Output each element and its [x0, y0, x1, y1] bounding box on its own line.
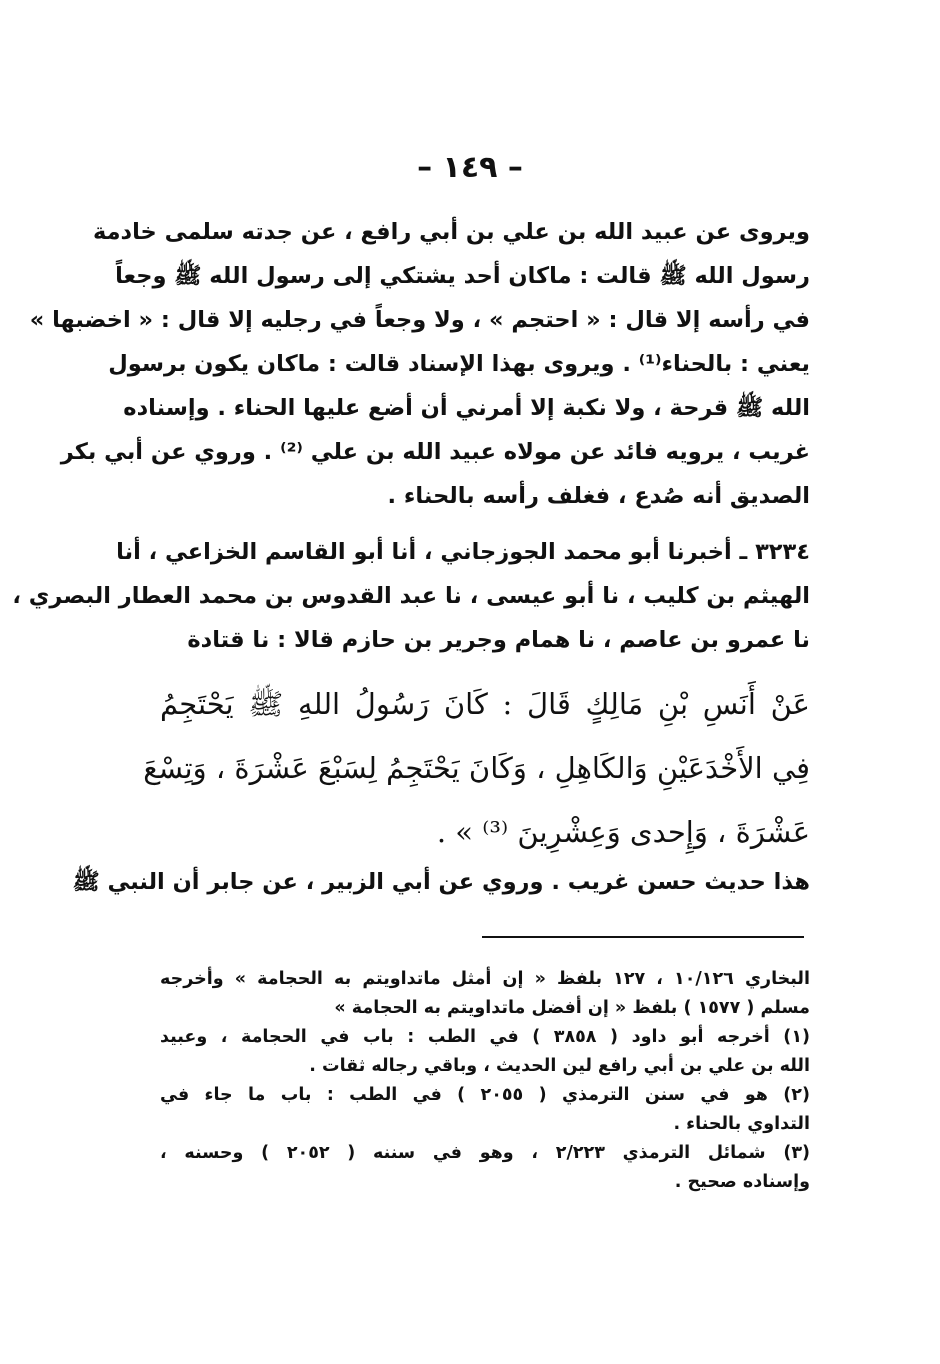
paragraph-1 — [29, 210, 810, 518]
footnote-line: الله بن علي بن أبي رافع لين الحديث ، وباقي رجاله ثقات . — [309, 1056, 810, 1076]
text-line: الصديق أنه صُدع ، فغلف رأسه بالحناء . — [387, 483, 810, 509]
text-line: غريب ، يرويه فائد عن مولاه عبيد الله بن علي ⁽²⁾ . وروي عن أبي بكر — [60, 439, 810, 465]
text-line: ويروى عن عبيد الله بن علي بن أبي رافع ، عن جدته سلمى خادمة — [92, 219, 810, 245]
hadith-line: عَشْرَةَ ، وَإِحدى وَعِشْرِينَ ⁽³⁾ » . — [436, 815, 810, 849]
footnote-line: وإسناده صحيح . — [674, 1172, 810, 1192]
footnote-line: التداوي بالحناء . — [673, 1114, 810, 1134]
footnotes — [160, 965, 810, 1197]
conclusion-paragraph — [72, 860, 810, 904]
text-line: نا عمرو بن عاصم ، نا همام وجرير بن حازم قالا : نا قتادة — [187, 627, 810, 653]
page-number: – ١٤٩ – — [417, 150, 523, 185]
footnote-line: (٣) شمائل الترمذي ٢/٢٢٣ ، وهو في سننه ( ٢٠٥٢ ) وحسنه ، — [160, 1143, 810, 1163]
paragraph-2-isnad — [12, 530, 810, 662]
text-line: هذا حديث حسن غريب . وروي عن أبي الزبير ، عن جابر أن النبي ﷺ — [72, 869, 810, 895]
hadith-text — [143, 672, 810, 864]
text-line: يعني : بالحناء⁽¹⁾ . ويروى بهذا الإسناد قالت : ماكان يكون برسول — [108, 351, 810, 377]
text-line: ٣٢٣٤ ـ أخبرنا أبو محمد الجوزجاني ، أنا أبو القاسم الخزاعي ، أنا — [116, 539, 810, 565]
text-line: الهيثم بن كليب ، نا أبو عيسى ، نا عبد القدوس بن محمد العطار البصري ، — [12, 583, 810, 609]
hadith-line: فِي الأَخْدَعَيْنِ وَالكَاهِلِ ، وَكَانَ يَحْتَجِمُ لِسَبْعَ عَشْرَةَ ، وَتِسْعَ — [143, 751, 810, 785]
footnote-line: (١) أخرجه أبو داود ( ٣٨٥٨ ) في الطب : باب في الحجامة ، وعبيد — [160, 1027, 810, 1047]
footnote-line: (٢) هو في سنن الترمذي ( ٢٠٥٥ ) في الطب : باب ما جاء في — [160, 1085, 810, 1105]
footnote-divider — [482, 936, 804, 938]
text-line: في رأسه إلا قال : « احتجم » ، ولا وجعاً في رجليه إلا قال : « اخضبها » — [29, 307, 810, 333]
footnote-line: البخاري ١٠/١٢٦ ، ١٢٧ بلفظ « إن أمثل ماتداويتم به الحجامة » وأخرجه — [160, 969, 810, 989]
hadith-line: عَنْ أَنَسِ بْنِ مَالِكٍ قَالَ : كَانَ رَسُولُ اللهِ ﷺ يَحْتَجِمُ — [160, 687, 810, 721]
text-line: الله ﷺ قرحة ، ولا نكبة إلا أمرني أن أضع عليها الحناء . وإسناده — [123, 395, 810, 421]
text-line: رسول الله ﷺ قالت : ماكان أحد يشتكي إلى رسول الله ﷺ وجعاً — [115, 263, 810, 289]
footnote-line: مسلم ( ١٥٧٧ ) بلفظ « إن أفضل ماتداويتم به الحجامة » — [334, 998, 810, 1018]
